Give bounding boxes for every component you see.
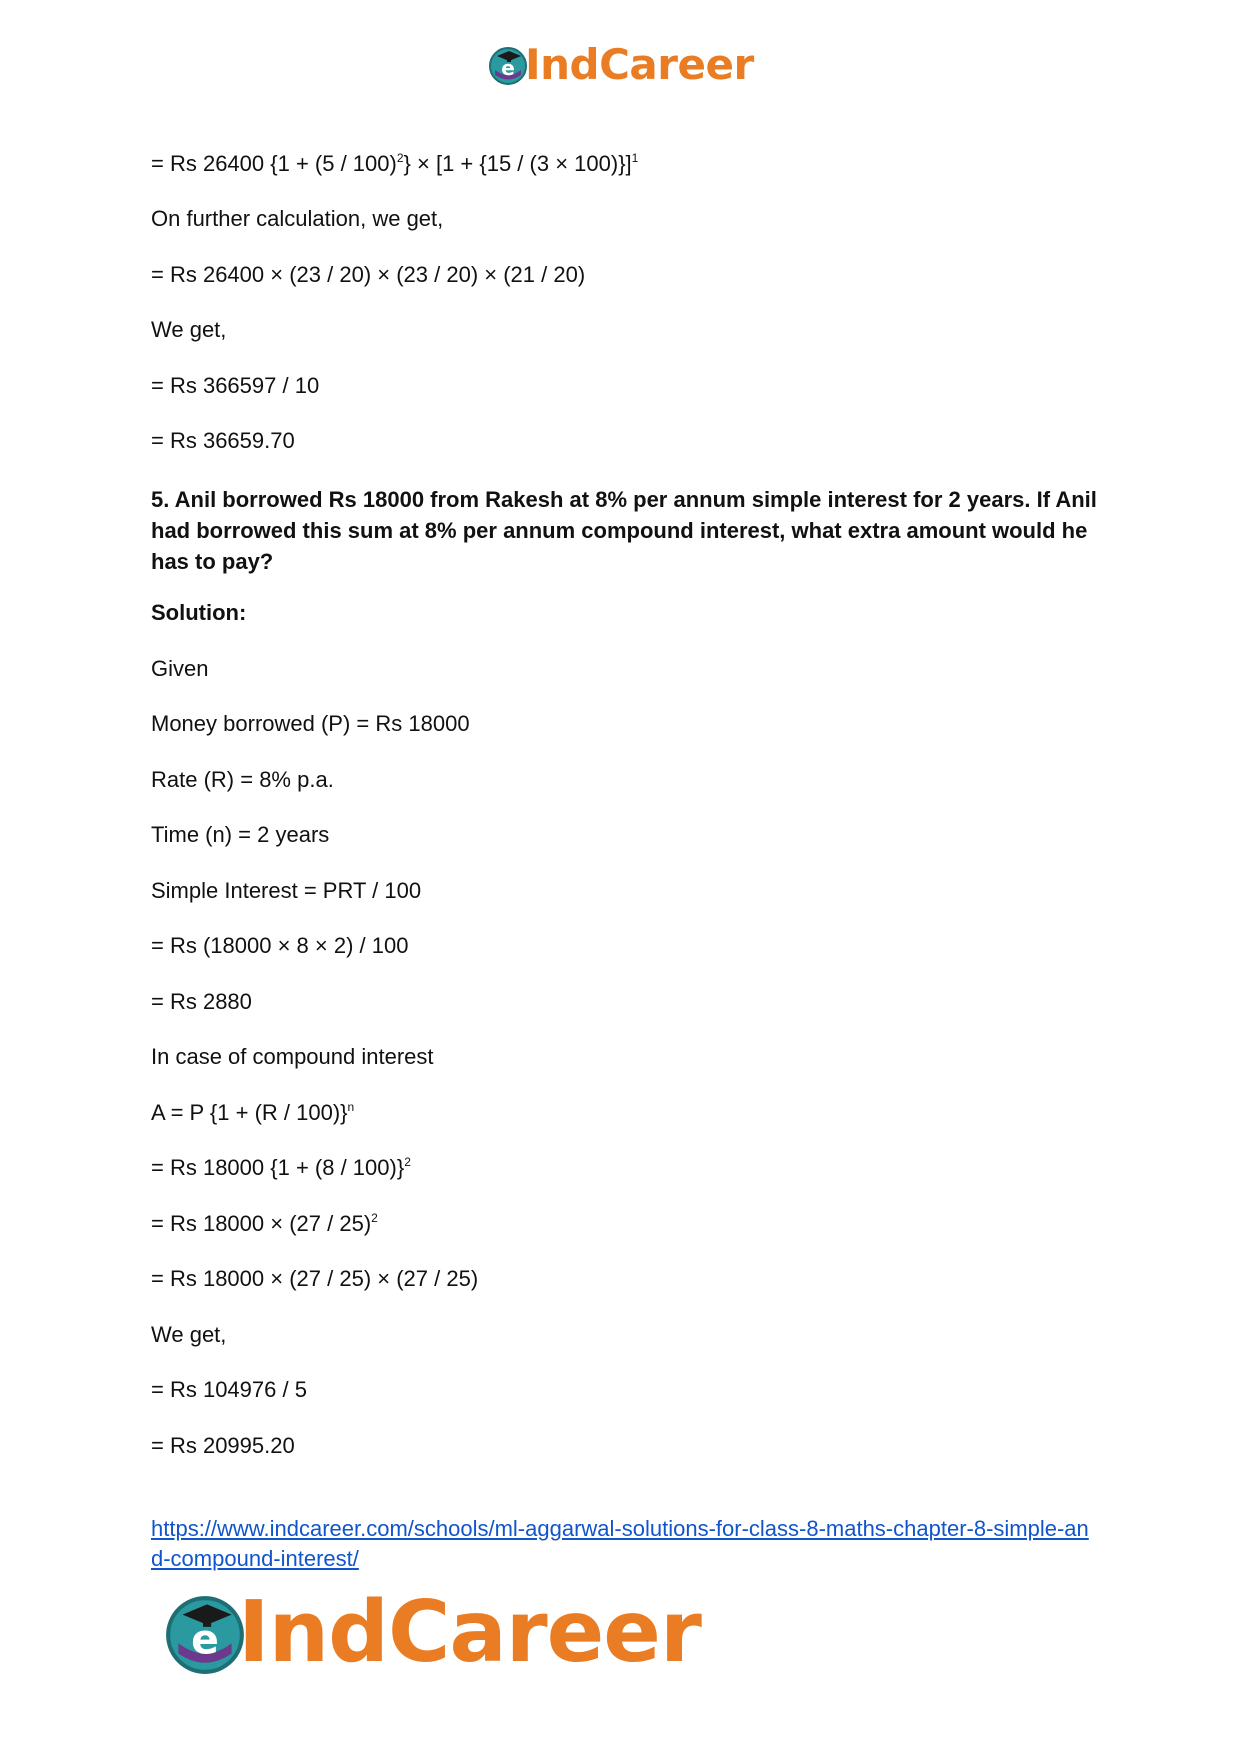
text-line: In case of compound interest bbox=[151, 1044, 434, 1069]
globe-book-icon bbox=[487, 44, 529, 86]
indcareer-logo-top bbox=[487, 40, 754, 89]
text-line: We get, bbox=[151, 317, 227, 342]
equation-line: = Rs 18000 $\{1 + (8 / 100)\}^2$ bbox=[151, 1155, 411, 1180]
text-line: Given bbox=[151, 656, 209, 681]
text-line: Simple Interest = PRT / 100 bbox=[151, 878, 422, 903]
text-line: We get, bbox=[151, 1322, 227, 1347]
svg-text:e: e bbox=[191, 1614, 219, 1663]
text-line: Time (n) = 2 years bbox=[151, 822, 330, 847]
question-text: 5. Anil borrowed Rs 18000 from Rakesh at 8% per annum simple interest for 2 years. If Anil had borrowed this sum at 8% per annum compound interest, what extra amount would he has to pay? bbox=[151, 487, 1097, 574]
equation-line: = Rs 20995.20 bbox=[151, 1433, 295, 1458]
logo-wordmark: IndCareer bbox=[525, 40, 754, 89]
equation-line: = Rs 26400 × (23 / 20) × (23 / 20) × (21 / 20) bbox=[151, 262, 586, 287]
equation-line: = Rs 26400 $\{1 + (5 / 100)^2\} \times [1 + \{15 / (3 \times 100)\}]^1$ bbox=[151, 151, 639, 176]
indcareer-logo-bottom bbox=[162, 1583, 701, 1682]
equation-line: = Rs (18000 × 8 × 2) / 100 bbox=[151, 933, 409, 958]
solution-heading: Solution: bbox=[151, 600, 247, 625]
globe-book-icon bbox=[162, 1590, 248, 1676]
equation-line: = Rs 18000 × (27 / 25) × (27 / 25) bbox=[151, 1266, 479, 1291]
equation-line: = Rs 104976 / 5 bbox=[151, 1377, 307, 1402]
text-line: Money borrowed (P) = Rs 18000 bbox=[151, 711, 470, 736]
equation-line: = Rs 18000 × (27 / 25)$^2$ bbox=[151, 1211, 378, 1236]
equation-line: = Rs 36659.70 bbox=[151, 428, 295, 453]
logo-wordmark: IndCareer bbox=[238, 1583, 701, 1682]
equation-line: = Rs 366597 / 10 bbox=[151, 373, 320, 398]
svg-text:e: e bbox=[501, 55, 515, 80]
equation-line: A = P $\{1 + (R / 100)\}^n$ bbox=[151, 1100, 355, 1125]
text-line: On further calculation, we get, bbox=[151, 206, 444, 231]
equation-line: = Rs 2880 bbox=[151, 989, 252, 1014]
source-link[interactable]: https://www.indcareer.com/schools/ml-aggarwal-solutions-for-class-8-maths-chapter-8-simple-and-compound-interest/ bbox=[151, 1516, 1089, 1571]
text-line: Rate (R) = 8% p.a. bbox=[151, 767, 334, 792]
